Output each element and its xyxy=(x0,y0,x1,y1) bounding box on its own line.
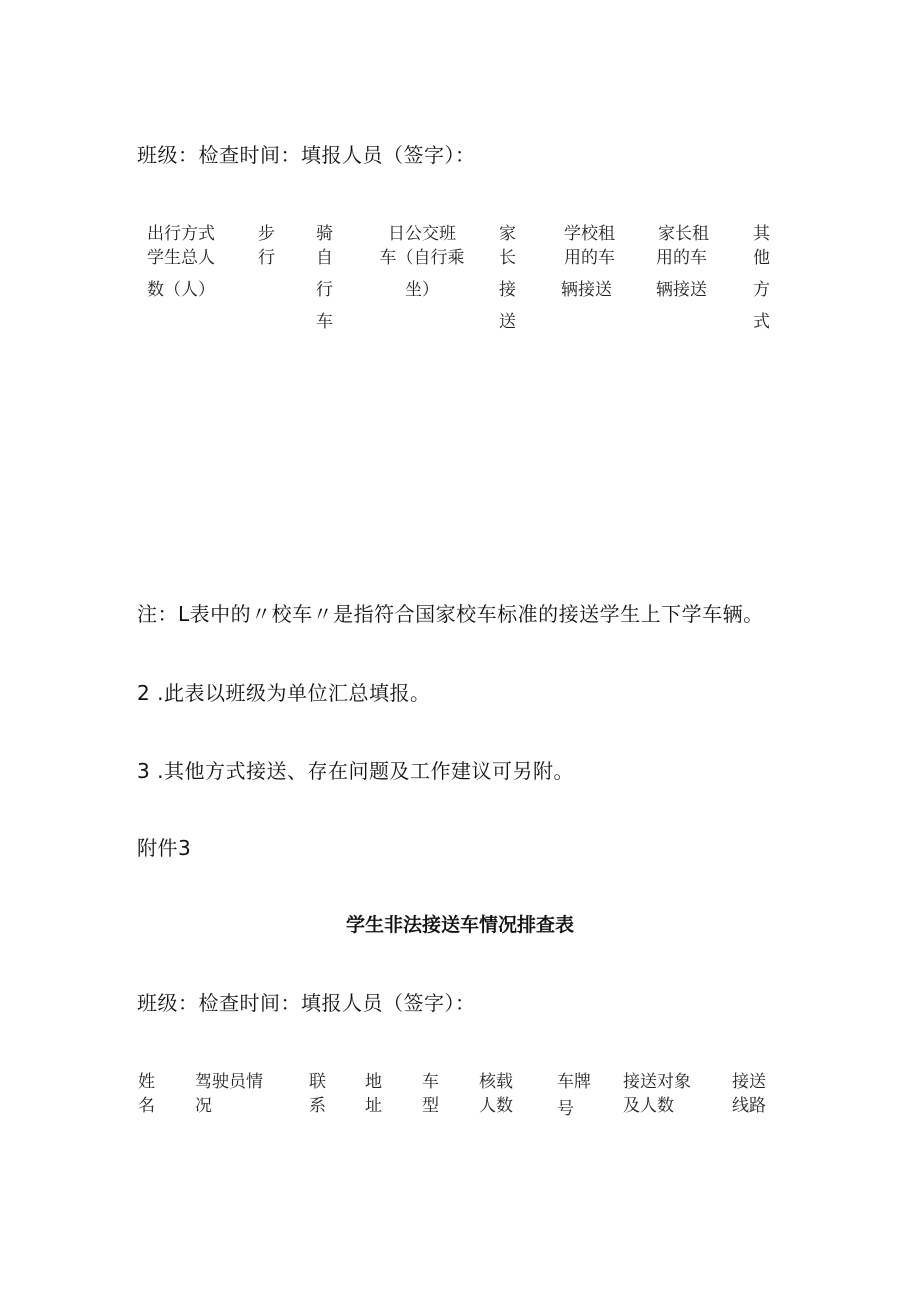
col-driver-info: 驾驶员情 况 xyxy=(195,1072,263,1116)
col-name: 姓 名 xyxy=(138,1072,155,1116)
note-3: 3 .其他方式接送、存在问题及工作建议可另附。 xyxy=(137,759,574,783)
col-school-rented-vehicle: 学校租 用的车 辆接送 xyxy=(561,224,615,300)
form2-header: 班级：检查时间：填报人员（签字）： xyxy=(137,991,476,1015)
col-public-bus: 日公交班 车（自行乘 坐） xyxy=(379,224,465,300)
col-route: 接送 线路 xyxy=(732,1072,766,1116)
col-parent-pickup: 家 长 接 送 xyxy=(499,224,516,332)
form2-title: 学生非法接送车情况排查表 xyxy=(345,914,574,936)
attachment-label: 附件3 xyxy=(137,836,192,860)
note-2: 2 .此表以班级为单位汇总填报。 xyxy=(137,681,431,705)
col-other-methods: 其 他 方 式 xyxy=(753,224,770,332)
col-total-students: 出行方式 学生总人 数（人） xyxy=(147,224,215,300)
col-bicycle: 骑 自 行 车 xyxy=(316,224,333,332)
col-address: 地 址 xyxy=(365,1072,382,1116)
col-contact: 联 系 xyxy=(309,1072,326,1116)
col-plate-number: 车牌 号 xyxy=(557,1072,591,1119)
form1-header: 班级：检查时间：填报人员（签字）： xyxy=(137,143,476,167)
col-passengers: 接送对象 及人数 xyxy=(623,1072,691,1116)
col-rated-capacity: 核载 人数 xyxy=(479,1072,513,1116)
col-vehicle-type: 车 型 xyxy=(422,1072,439,1116)
col-parent-rented-vehicle: 家长租 用的车 辆接送 xyxy=(656,224,709,300)
note-1: 注：L表中的〃校车〃是指符合国家校车标准的接送学生上下学车辆。 xyxy=(137,602,764,626)
col-walk: 步 行 xyxy=(258,224,275,268)
